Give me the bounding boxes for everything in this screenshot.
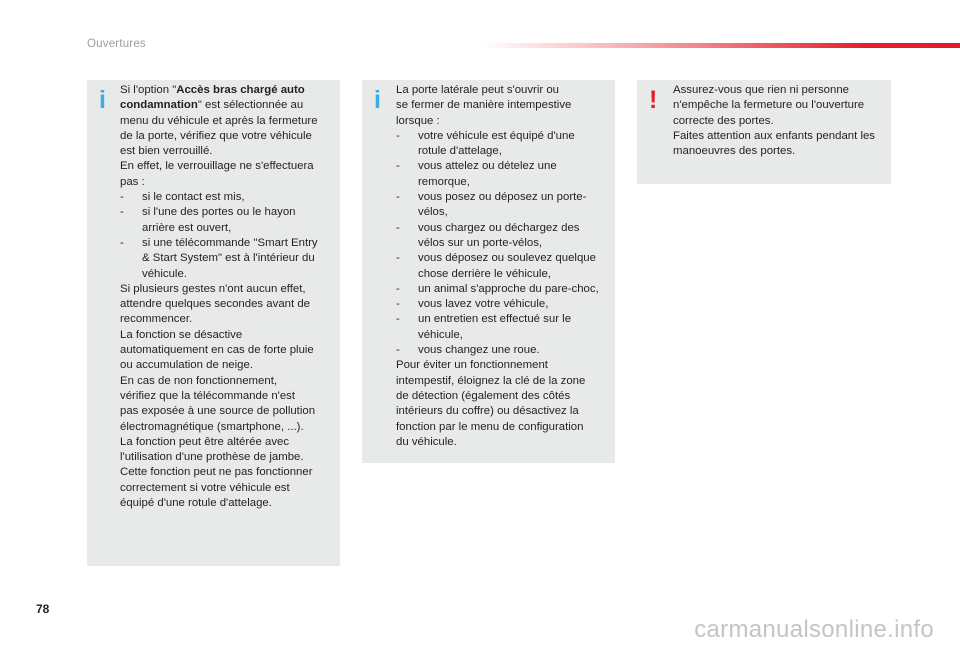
text-line: électromagnétique (smartphone, ...). bbox=[120, 420, 304, 433]
text-line: se fermer de manière intempestive bbox=[396, 99, 572, 112]
info-icon: i bbox=[374, 86, 381, 114]
text-line: intempestif, éloignez la clé de la zone bbox=[396, 374, 586, 387]
text-line: ou accumulation de neige. bbox=[120, 359, 253, 372]
warning-box-text bbox=[673, 83, 875, 159]
text-line: pas exposée à une source de pollution bbox=[120, 405, 316, 418]
list-item: - vous chargez ou déchargez des vélos sur un porte-vélos, bbox=[396, 221, 580, 249]
info-box-text bbox=[396, 83, 599, 450]
text-line: Pour éviter un fonctionnement bbox=[396, 359, 548, 372]
list-item: - vous attelez ou dételez une remorque, bbox=[396, 160, 557, 188]
text-line: manoeuvres des portes. bbox=[673, 145, 796, 158]
text-line: Cette fonction peut ne pas fonctionner bbox=[120, 466, 313, 479]
text-line: La fonction peut être altérée avec bbox=[120, 435, 290, 448]
text-line: Assurez-vous que rien ni personne bbox=[673, 84, 850, 96]
text-line: Si plusieurs gestes n'ont aucun effet, bbox=[120, 282, 306, 295]
text-line: lorsque : bbox=[396, 114, 440, 127]
text-line: En effet, le verrouillage ne s'effectuera bbox=[120, 160, 314, 173]
text-line: n'empêche la fermeture ou l'ouverture bbox=[673, 99, 865, 112]
list-item: - si une télécommande "Smart Entry & Start System" est à l'intérieur du véhicule. bbox=[120, 236, 318, 280]
header-accent-bar bbox=[480, 43, 960, 48]
text-line: menu du véhicule et après la fermeture bbox=[120, 114, 318, 127]
text-line: recommencer. bbox=[120, 313, 193, 326]
text-line: condamnation" est sélectionnée au bbox=[120, 99, 304, 112]
option-name-bold: Accès bras chargé auto bbox=[176, 84, 305, 96]
text-line: attendre quelques secondes avant de bbox=[120, 298, 310, 311]
text-line: est bien verrouillé. bbox=[120, 145, 213, 158]
text-line: vérifiez que la télécommande n'est bbox=[120, 389, 296, 402]
text-line: La fonction se désactive bbox=[120, 328, 243, 341]
option-name-bold: condamnation bbox=[120, 99, 198, 112]
text-line: La porte latérale peut s'ouvrir ou bbox=[396, 84, 560, 96]
list-item: - votre véhicule est équipé d'une rotule d'attelage, bbox=[396, 129, 575, 158]
text-line: l'utilisation d'une prothèse de jambe. bbox=[120, 451, 304, 464]
page-number: 78 bbox=[36, 602, 50, 616]
text-line: correcte des portes. bbox=[673, 114, 774, 127]
text-line: fonction par le menu de configuration bbox=[396, 420, 584, 433]
list-item: - si l'une des portes ou le hayon arrière est ouvert, bbox=[120, 206, 296, 234]
watermark: carmanualsonline.info bbox=[694, 616, 934, 643]
text-line: du véhicule. bbox=[396, 435, 457, 448]
list-item: - un entretien est effectué sur le véhicule, bbox=[396, 313, 572, 341]
text-line: pas : bbox=[120, 175, 145, 188]
list-item: - vous posez ou déposez un porte- vélos, bbox=[396, 191, 587, 219]
text-line: correctement si votre véhicule est bbox=[120, 481, 290, 494]
text-line: En cas de non fonctionnement, bbox=[120, 374, 278, 387]
section-title: Ouvertures bbox=[87, 38, 146, 50]
info-box-hands-free-locking bbox=[87, 80, 340, 566]
list-item: - vous lavez votre véhicule, bbox=[396, 298, 549, 311]
text-line: Si l'option "Accès bras chargé auto bbox=[120, 84, 305, 96]
list-item: - vous déposez ou soulevez quelque chose derrière le véhicule, bbox=[396, 252, 596, 280]
info-box-side-door bbox=[362, 80, 615, 463]
info-box-text bbox=[120, 83, 318, 511]
info-icon: i bbox=[99, 86, 106, 114]
list-item: - vous changez une roue. bbox=[396, 344, 540, 357]
text-line: Faites attention aux enfants pendant les bbox=[673, 129, 876, 142]
list-item: - si le contact est mis, bbox=[120, 191, 245, 204]
text-line: automatiquement en cas de forte pluie bbox=[120, 344, 314, 357]
list-item: - un animal s'approche du pare-choc, bbox=[396, 282, 599, 295]
warning-box-doors bbox=[637, 80, 891, 184]
text-line: de détection (également des côtés bbox=[396, 389, 571, 402]
warning-icon: ! bbox=[649, 86, 658, 114]
text-line: équipé d'une rotule d'attelage. bbox=[120, 497, 272, 510]
text-line: de la porte, vérifiez que votre véhicule bbox=[120, 129, 312, 142]
text-line: intérieurs du coffre) ou désactivez la bbox=[396, 405, 579, 418]
